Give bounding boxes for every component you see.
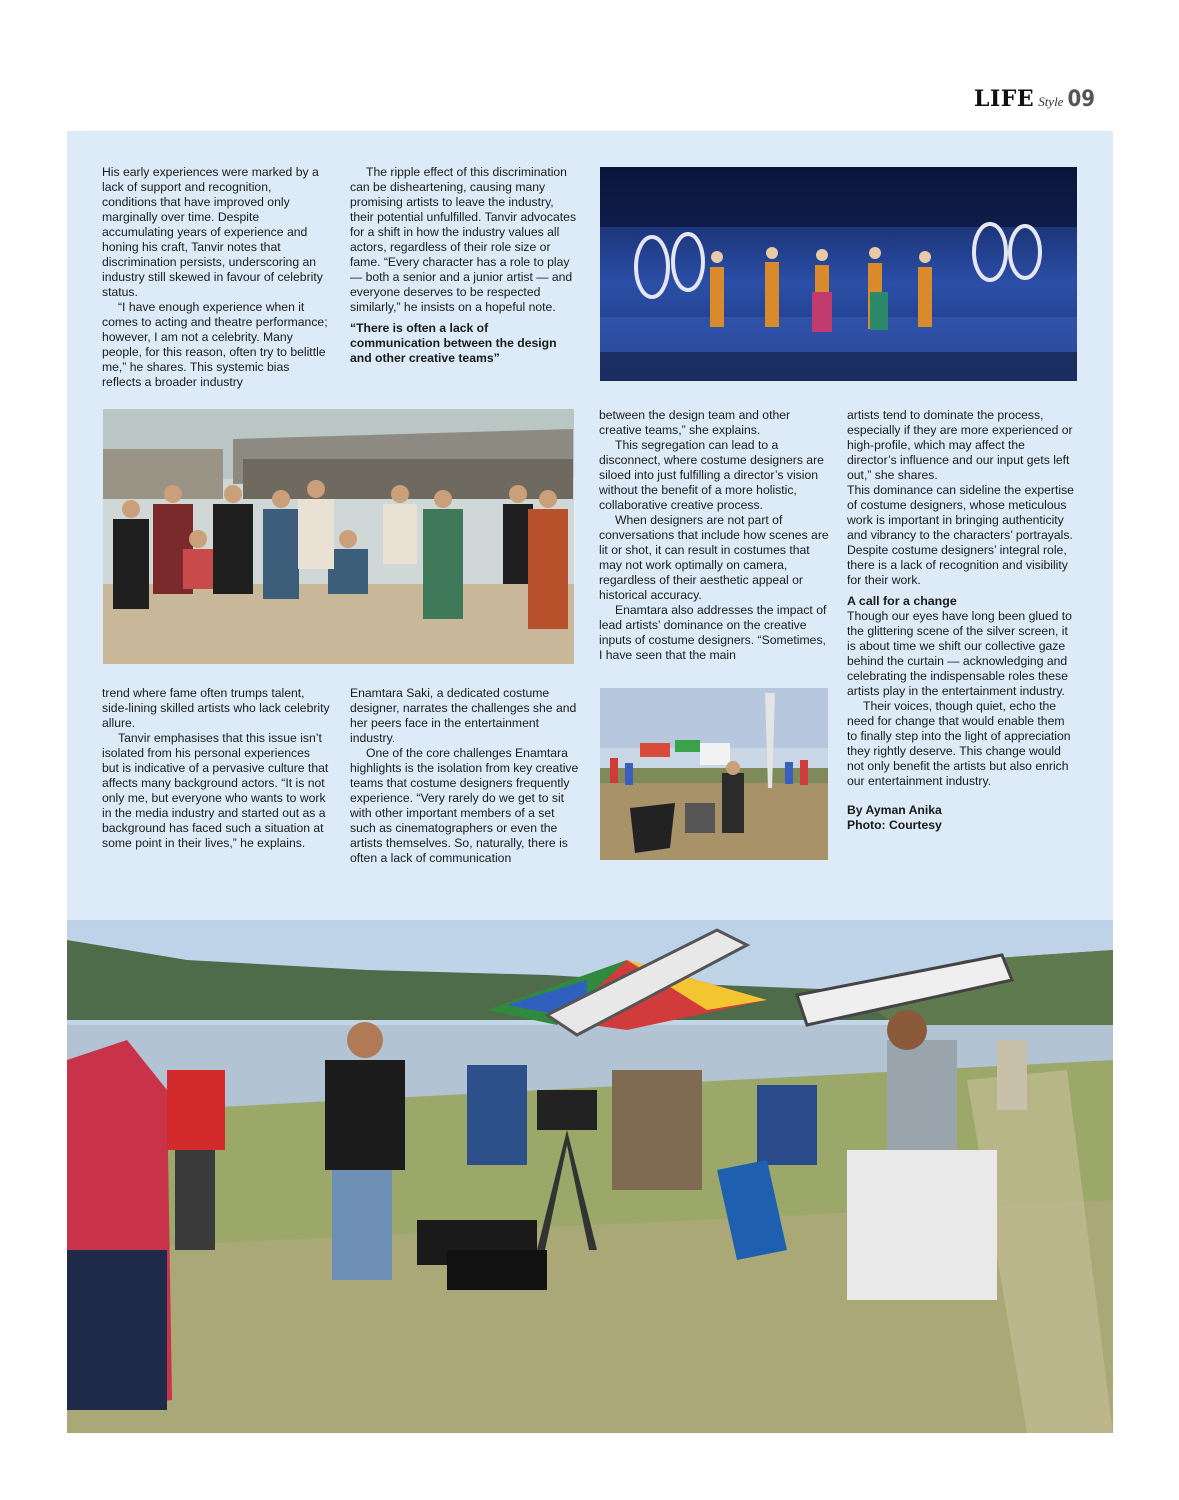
paragraph: Tanvir emphasises that this issue isn’t isolated from his personal experiences but is indicative of a pervasive culture that affects many background actors. “It is not only me, but everyone who wants to work in the media industry and started out as a background has faced such a situation at some point in their lives,” he explains. <box>102 731 329 850</box>
paragraph: When designers are not part of conversations that include how scenes are lit or shot, it can result in costumes that may not work optimally on camera, regardless of their aesthetic appeal or historical accuracy. <box>599 513 829 602</box>
pull-quote: “There is often a lack of communication between the design and other creative teams” <box>350 321 557 365</box>
paragraph: Enamtara Saki, a dedicated costume designer, narrates the challenges she and her peers face in the entertainment industry. <box>350 686 577 745</box>
fair-photo <box>600 688 828 860</box>
paragraph: Enamtara also addresses the impact of lead artists’ dominance on the creative inputs of costume designers. “Sometimes, I have seen that the main <box>599 603 827 662</box>
paragraph: This segregation can lead to a disconnect, where costume designers are siloed into just fulfilling a director’s vision without the benefit of a more holistic, collaborative creative process. <box>599 438 824 512</box>
paragraph: Their voices, though quiet, echo the need for change that would enable them to finally step into the light of appreciation they rightly deserve. This change would not only benefit the artists but also enrich our entertainment industry. <box>847 699 1071 788</box>
byline: By Ayman Anika <box>847 803 942 817</box>
page-number: 09 <box>1067 87 1095 112</box>
film-set-photo <box>67 920 1113 1433</box>
column-2-top <box>350 165 580 366</box>
group-photo <box>103 409 574 664</box>
paragraph: This dominance can sideline the expertise of costume designers, whose meticulous work is important in bringing authenticity and vibrancy to the characters’ portrayals. Despite costume designers’ integral role, there is a lack of recognition and visibility for their work. <box>847 483 1074 587</box>
column-2-bottom <box>350 686 580 866</box>
paragraph: artists tend to dominate the process, especially if they are more experienced or high-profile, which may affect the director’s influence and our input gets left out,” she shares. <box>847 408 1073 482</box>
masthead <box>974 86 1095 112</box>
column-1-top <box>102 165 328 390</box>
column-3-middle <box>599 408 831 663</box>
subheading: A call for a change <box>847 594 957 608</box>
paragraph: The ripple effect of this discrimination can be disheartening, causing many promising artists to leave the industry, their potential unfulfilled. Tanvir advocates for a shift in how the industry values all actors, regardless of their role size or fame. “Every character has a role to play — both a senior and a junior artist — and everyone deserves to be respected similarly,” he insists on a hopeful note. <box>350 165 577 314</box>
column-1-bottom <box>102 686 330 851</box>
dance-stage-photo <box>600 167 1077 381</box>
paragraph: trend where fame often trumps talent, side-lining skilled artists who lack celebrity allure. <box>102 686 330 730</box>
column-4 <box>847 408 1077 833</box>
brand-script: Style <box>1038 94 1064 109</box>
paragraph: Though our eyes have long been glued to the glittering scene of the silver screen, it is about time we shift our collective gaze behind the curtain — acknowledging and celebrating the indispensable roles these artists play in the entertainment industry. <box>847 609 1072 698</box>
paragraph: One of the core challenges Enamtara highlights is the isolation from key creative teams that costume designers frequently experience. “Very rarely do we get to sit with other important members of a set such as cinematographers or even the artists themselves. So, naturally, there is often a lack of communication <box>350 746 579 865</box>
brand-logo: LIFE <box>974 86 1035 112</box>
photo-credit: Photo: Courtesy <box>847 818 942 832</box>
paragraph: His early experiences were marked by a lack of support and recognition, conditions that have improved only marginally over time. Despite accumulating years of experience and honing his craft, Tanvir notes that discrimination persists, underscoring an industry still skewed in favour of celebrity status. <box>102 165 323 299</box>
paragraph: between the design team and other creative teams,” she explains. <box>599 408 791 437</box>
paragraph: “I have enough experience when it comes to acting and theatre performance; however, I am not a celebrity. Many people, for this reason, often try to belittle me,” he shares. This systemic bias reflects a broader industry <box>102 300 328 389</box>
